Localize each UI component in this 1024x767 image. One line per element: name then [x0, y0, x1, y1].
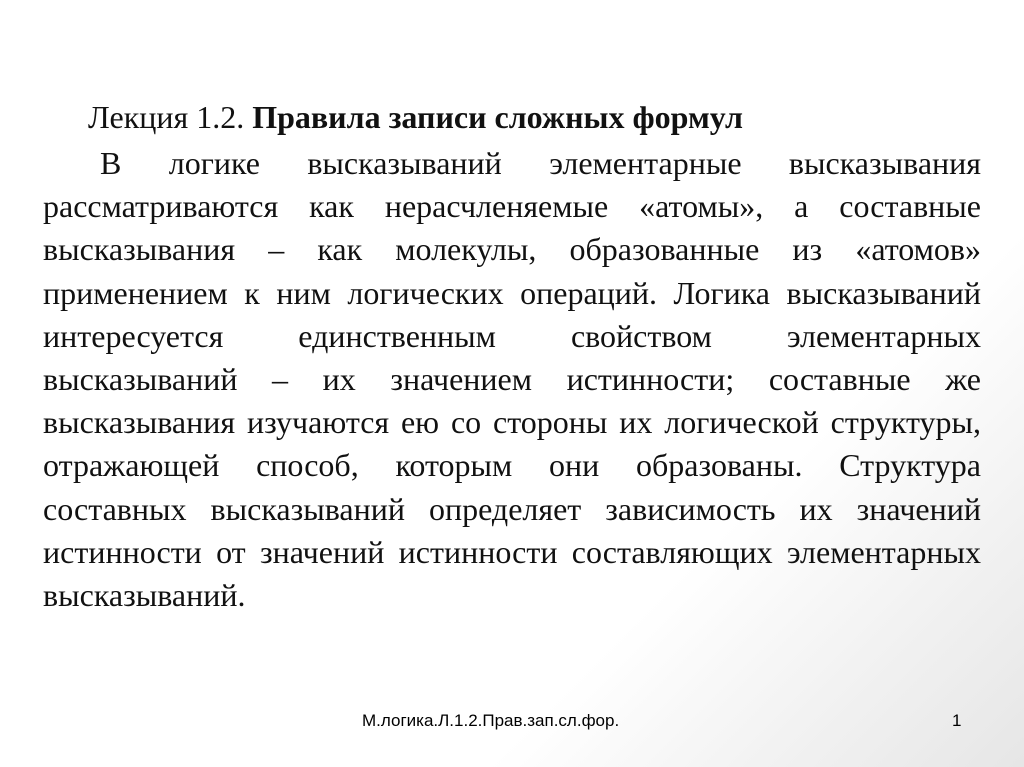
title-bold: Правила записи сложных формул [252, 99, 743, 135]
page-number: 1 [952, 711, 962, 730]
footer-label: М.логика.Л.1.2.Прав.зап.сл.фор. [362, 711, 620, 730]
body-paragraph: В логике высказываний элементарные высказывания рассматриваются как нерасчленяемые «атомы», а составные высказывания – как молекулы, образованные из «атомов» применением к ним логических операций. Логика высказываний интересуется единственным свойством элементарных высказываний – их значением истинности; составные же высказывания изучаются ею со стороны их логической структуры, отражающей способ, которым они образованы. Структура составных высказываний определяет зависимость их значений истинности от значений истинности составляющих элементарных высказываний. [43, 145, 981, 614]
title-prefix: Лекция 1.2. [88, 99, 245, 135]
slide-title [88, 96, 988, 139]
